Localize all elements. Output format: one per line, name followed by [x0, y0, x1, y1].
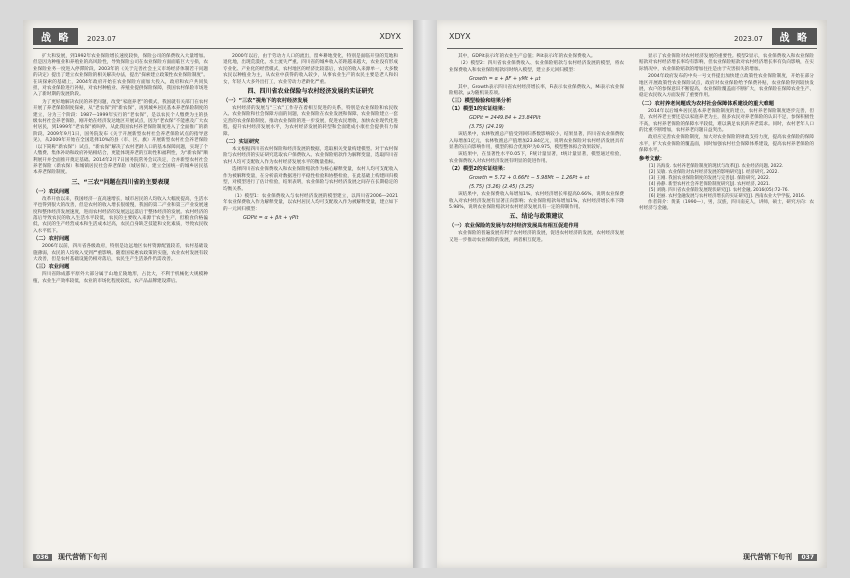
subsection-heading: （一）农业保险的发展与农村经济发展具有相互促进作用 — [449, 223, 579, 230]
subsection-heading: （二）实证研究 — [223, 139, 260, 146]
section-heading: 四、四川省农业保险与农村经济发展的实证研究 — [247, 88, 374, 96]
right-column-2 — [639, 54, 814, 214]
formula: GDPit = 2449.84 + 23.84PIit — [469, 115, 541, 122]
left-page — [23, 20, 413, 568]
formula: Growth = α + βF + γMt + μt — [469, 76, 541, 83]
subsection-heading: （三）农业问题 — [33, 264, 70, 271]
journal-brand: XDYX — [449, 32, 471, 41]
paragraph: 选择四川省农业保费收入和农业保险赔款作为核心解释变量，农村人均可支配收入作为被解释变量，在分析前对数据进行平稳性检验和协整检验，在此基础上构建回归模型，对模型进行了估计检验，结果表明，农业保险与农村经济发展之间存在长期稳定的均衡关系。 — [223, 167, 398, 192]
reference-item: [3] 王刚. 我国农业保险制度的发展与完善[J]. 保险研究, 2022. — [649, 175, 771, 181]
paragraph: 本文根据四川省农村保险和经济发展的数据，选取相关变量构建模型。对于农村保险与农村经济的实证研究选取农户保费收入、农业保险赔款作为解释变量，选取四川省农村人均可支配收入作为农村经济发展水平的衡量指标。 — [223, 147, 398, 165]
reference-item: [5] 刘晓. 四川省农业保险发展现状研究[J]. 农村金融, 2016(05):72-76. — [649, 187, 789, 193]
subsection-heading: （二）农村问题 — [33, 236, 70, 243]
reference-item: [6] 赵丽. 农村金融发展与农村经济增长的实证研究[J]. 西南农业大学学报, 2016. — [649, 193, 806, 199]
header-rule — [33, 48, 403, 49]
paragraph: 2000年以后，由于劳动力人口的流出，留乡耕地变化，特别是面临开垦的荒地和退化地，出现荒漠化，水土流失严重。四川省的城乡收入差距越来越大，农业没有形成专业化、产业化的经营模式，农村地区的经济比较落后，农民的收入来源单一，大多数农民以种植业为主，从农业中获得的收入较少，从事农业生产的农民主要是老人和妇女，年轻人大多外出打工，农业劳动力老龄化严重。 — [223, 54, 398, 85]
paragraph: （2）模型2：四川省农业保费收入、农业保险赔款与农村经济发展的模型，将农业保费收入和农业保险赔款同时纳入模型，建立多元回归模型： — [449, 61, 624, 73]
right-header — [728, 28, 817, 44]
paragraph: （1）模型1：农业保费收入与农村经济发展的模型建立，以四川省2006—2021年农业保费收入作为解释变量，以农村居民人均可支配收入作为被解释变量，建立如下的一元回归模型： — [223, 193, 398, 212]
paragraph: 该结果中，在显著性水平0.05下，F统计量显著，t统计量显著，模型通过检验，农业保费收入对农村经济发展有明显的促进作用。 — [449, 152, 624, 164]
references-title: 参考文献： — [639, 155, 665, 162]
paragraph: 该结果中，农林牧渔总产值受到回归系数影响较小，结果显著，四川省农业保费收入每增加1亿元，农林牧渔总产值增加23.84亿元，说明农业保险对农村经济发展具有显著的正向影响作用，模型的拟合优度R²为0.975，模型整体拟合效果较好。 — [449, 132, 624, 151]
paragraph: 扩大和发展，到1992年农业保险增长速度较快，保险公司的保费收入大量增加。但是因为种植业和养殖业的高风险性，导致保险公司在农业保险方面面临巨大亏损，农业保险业务一度进入停滞阶段。2003年的《关于完善社会主义市场经济体制若干问题的决定》提出了建立农业保险的相关解决办法，提出“探索建立政策性农业保险制度”。在该探索的基础上，2004年政府开始在农业保险方面加大投入，政府和农户共同负担，对农业保险进行补贴，对农村种植业、养殖业提供保险保障，我国农村保险市场进入了新时期的发展阶段。 — [33, 54, 208, 98]
section-heading: 五、结论与政策建议 — [509, 213, 564, 221]
author-bio: 作者简介：黄某（1990—），男，汉族，四川南充人，讲师，硕士，研究方向：农村经济与金融。 — [639, 199, 814, 212]
reference-item: [4] 孙静. 新型农村社会养老保险制度研究[J]. 农村经济, 2021. — [649, 181, 771, 187]
subsection-heading: （2）模型2的实证结果： — [449, 166, 509, 173]
subsection-heading: （1）模型1的实证结果： — [449, 106, 509, 113]
left-footer — [33, 552, 107, 562]
section-tag: 战 略 — [33, 28, 78, 45]
right-column-1 — [449, 54, 624, 245]
paragraph: 农村经济的发展与“三农”工作存在着相互促进的关系，特别是农业保险和农民收入、农业保险和社会保障方面的问题，农业保险在农业发展和保障、农业保险建立一套完善的农业保险制度、推动农业保险的进一步发展，促进农民增收，加快农业现代化进程，提升农村经济发展水平，为农村经济发展的转型和全面建成小康社会提供有力保障。 — [223, 106, 398, 137]
subsection-heading: （三）模型检验和结果分析 — [449, 98, 512, 105]
header-rule — [447, 48, 817, 49]
paragraph: 其中，Growth表示四川省农村经济增长率，Fi表示农业保费收入，Mi表示农业保险赔款，μ为随机误差项。 — [449, 84, 624, 97]
paragraph: 为了更好地解决农民的养老问题，改变“家庭养老”的模式，我国就有关部门在农村开展了养老保险制度探索，从“老农保”到“新农保”，再到城乡居民基本养老保险制度的建立，分为三个阶段：1987—1999年实行的“老农保”，是以农民个人缴费为主的县级农村社会养老保险，刚开始在经济发达地区开展试点，因为“老农保”不能惠及广大农村居民，到1999年“老农保”被叫停。从此我国农村养老保险制度进入了全面推广的新阶段。2009年9月1日，国务院发布《关于开展新型农村社会养老保险试点的指导意见》，从2009年开始在全国选择10%的县（市、区、旗）开展新型农村社会养老保险（以下简称“新农保”）试点，“新农保”解决了农村老龄人口的基本保障问题，实现了个人缴费、集体补助和政府补贴相结合，更能体现养老的互助性和福利性，为“新农保”顺利展开并全面推开奠定基础。2014年2月7日国务院常务会议决定，合并新型农村社会养老保险（新农保）和城镇居民社会养老保险（城居保），建立全国统一的城乡居民基本养老保险制度。 — [33, 99, 208, 176]
page-number: 036 — [33, 554, 52, 561]
issue-date: 2023.07 — [87, 35, 116, 43]
left-header — [33, 28, 116, 44]
paragraph: 农业保险的普遍发展有利于农村经济的发展，促进农村经济的发展，农村经济发展又进一步推动农业保险的发展，两者相互促进。 — [449, 231, 624, 243]
section-heading: 三、“三农”问题在四川省的主要表现 — [71, 178, 170, 186]
paragraph: 2014年以后城乡居民基本养老保险制度的建立，农村养老保险制度逐步完善，但是，农村养老主要还是以家庭养老为主，很多农民对养老保险的认识不足，参保积极性不高，农村养老保险的保障水平较低，难以满足农民的养老需求。同时，农村老年人口的比重不断增加，农村养老问题日益突出。 — [639, 108, 814, 134]
journal-name: 现代营销下旬刊 — [743, 553, 793, 561]
reference-item: [1] 冯海发. 农村养老保险制度的现状与改革[J]. 农业经济问题, 2022. — [649, 163, 784, 169]
right-footer — [743, 552, 817, 562]
paragraph: 其中，GDPit表示i年的农业生产总值；PIit表示i年的农业保费收入。 — [458, 54, 596, 59]
section-tag: 战 略 — [772, 28, 817, 45]
journal-name: 现代营销下旬刊 — [57, 553, 107, 561]
formula: GDPit = α + βit + γPIt — [243, 215, 299, 222]
issue-date: 2023.07 — [734, 35, 763, 43]
formula: Growth = 5.72 + 0.66Ft − 5.98Mt − 1.26Pt + εt — [469, 175, 590, 182]
page-number: 037 — [798, 554, 817, 561]
left-column-2 — [223, 54, 398, 224]
paragraph: 2006年以前，四川省各级政府，特别是边远地区农村资源配置较差，农村基础设施薄弱，农民的人均收入受到严重影响。随着国家惠农政策的实施，农业农村发展有较大改善，但是农村基础设施仍相对落后，农民生产生活条件仍需改善。 — [33, 244, 208, 262]
paragraph: 改革开放以来，我国经济一直高速增长，城市居民的人均收入大幅度提高，生活水平也得到很大的改善，但是农村的收入增长很缓慢，我国的第二产业和第三产业发展速度和整体经济发展速度，进而农村经济的发展远远落后于整体经济的发展。农村经济的落后导致农民的收入生活水平较低，农民的主要收入来源于农业生产，但粮食价格偏低，农民的生产经营成本和生活成本过高，农民自身缺乏技能和文化素质，导致农民收入水平低下。 — [33, 196, 208, 234]
right-page — [437, 20, 827, 568]
book-spine — [413, 20, 437, 568]
left-column-1 — [33, 54, 208, 286]
paragraph: 该结果中，农业保费收入每增加1%，农村经济增长率提高0.66%，说明农业保费收入对农村经济发展有显著正向影响；农业保险赔款每增加1%，农村经济增长率下降5.98%，说明农业保险赔款对农村经济发展具有一定的抑制作用。 — [449, 192, 624, 210]
subsection-heading: （一）农民问题 — [33, 188, 70, 195]
subsection-heading: （一）“三农”视角下的农村经济发展 — [223, 98, 308, 105]
paragraph: 政府应完善农业保险制度，加大对农业保险的财政支持力度，提高农业保险的保障水平，扩大农业保险的覆盖面，同时加强农村社会保障体系建设，提高农村养老保险的保障水平。 — [639, 135, 814, 154]
subsection-heading: （二）农村养老问题成为农村社会保障体系建设的重大难题 — [639, 100, 774, 107]
formula-stats: (5.75) (3.26) (2.45) (3.25) — [469, 183, 534, 190]
paragraph: 显示了农业保险对农村经济发展的重要性。模型2显示，农业保费收入和农业保险赔款对农村经济增长率均有影响，但农业保险赔款对农村经济增长率有负向影响，在实际情况中，农业保险赔款的增加往往是由于灾害损失的增加。 — [639, 54, 814, 72]
reference-item: [2] 吴敏. 农业保险对农村经济发展的影响研究[J]. 经济研究, 2022. — [649, 169, 779, 175]
paragraph: 2004年政府发布的中央一号文件提出加快建立政策性农业保险制度，开始在部分地区开展政策性农业保险试点，政府对农业保险给予保费补贴，农业保险得到较快发展，农户的参保意识不断提高，农业保险覆盖面不断扩大，农业保险在保障农业生产、稳定农民收入方面发挥了重要作用。 — [639, 74, 814, 99]
formula-stats: (3.75) (24.19) — [469, 123, 504, 130]
paragraph: 四川省除成都平原外大部分属于山地丘陵地形，占比大，不利于机械化大规模种植，农业生产效率较低，农业的市场化程度较低，农产品品牌建设滞后。 — [33, 272, 208, 284]
journal-brand: XDYX — [379, 32, 401, 41]
